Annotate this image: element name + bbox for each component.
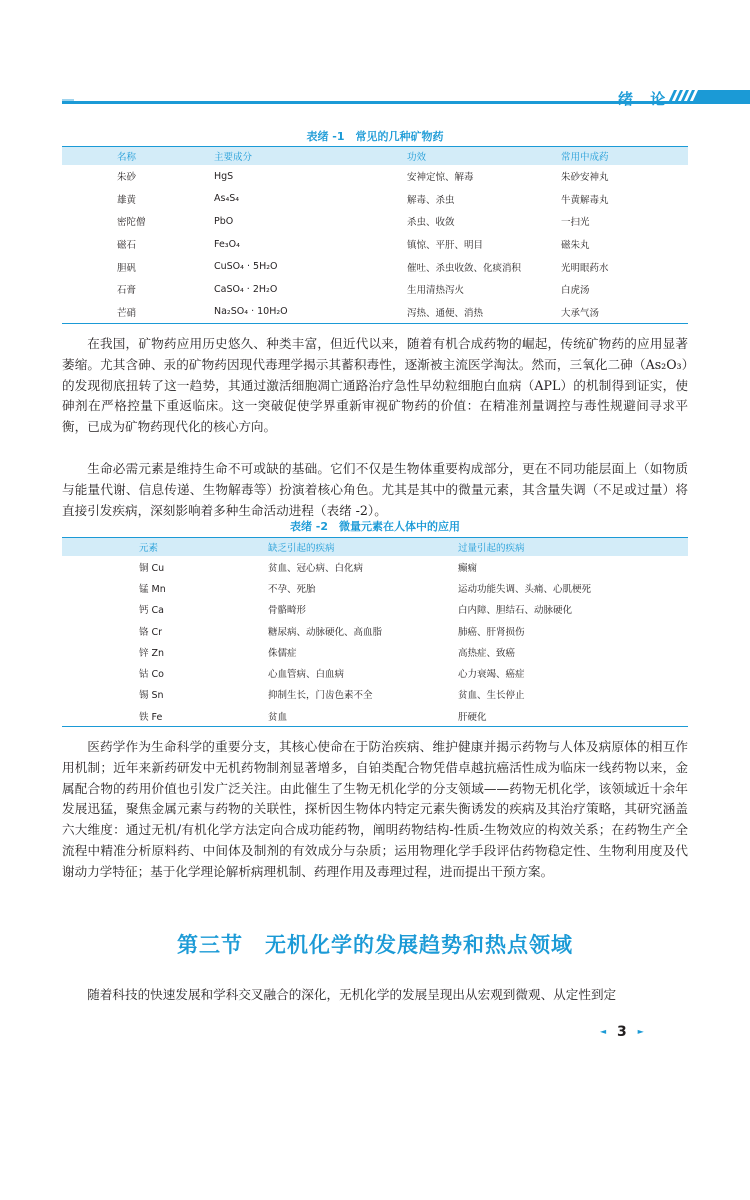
paragraph-essential-elements: 生命必需元素是维持生命不可或缺的基础。它们不仅是生物体重要构成部分，更在不同功能层面上（如物质与能量代谢、信息传递、生物解毒等）扮演着核心角色。尤其是其中的微量元素，其含量失调（不足或过量）将直接引发疾病，深刻影响着多种生命活动进程（表绪 -2）。	[62, 461, 688, 518]
table-cell-name: 密陀僧	[117, 217, 146, 229]
col-excess-header: 过量引起的疾病	[398, 538, 688, 557]
table-cell-medicine: 磁朱丸	[561, 240, 590, 252]
table-cell-formula: As₄S₄	[214, 193, 240, 205]
table-cell-effect: 杀虫、收敛	[407, 217, 455, 229]
table-cell-element: 锌 Zn	[139, 647, 165, 659]
table-cell-effect: 镇惊、平肝、明目	[407, 240, 484, 252]
table-cell-deficiency: 骨骼畸形	[268, 605, 307, 617]
table-cell-name: 石膏	[117, 285, 137, 297]
table-row	[62, 233, 688, 256]
table-row	[62, 165, 688, 188]
prev-page-arrow-icon: ◄	[600, 1027, 607, 1036]
table-cell-excess: 心力衰竭、癌症	[458, 669, 525, 681]
table-row	[62, 255, 688, 278]
table-row	[62, 188, 688, 211]
table-cell-deficiency: 贫血	[246, 705, 398, 727]
table-cell-formula: PbO	[214, 215, 234, 227]
table-cell-deficiency: 心血管病、白血病	[268, 669, 345, 681]
table-cell-element: 铁 Fe	[62, 705, 246, 727]
table-row	[62, 210, 688, 233]
table-cell-formula: Na₂SO₄ · 10H₂O	[214, 301, 367, 324]
table-cell-deficiency: 贫血、冠心病、白化病	[268, 562, 364, 574]
table-row	[62, 705, 688, 727]
table-cell-formula: Fe₃O₄	[214, 238, 240, 250]
table-cell-element: 铜 Cu	[139, 562, 165, 574]
table-cell-medicine: 光明眼药水	[561, 262, 609, 274]
col-name-header: 名称	[62, 147, 214, 166]
table-cell-medicine: 大承气汤	[537, 301, 688, 324]
table-row	[62, 662, 688, 683]
table-row	[62, 278, 688, 301]
table-cell-element: 锰 Mn	[139, 583, 166, 595]
table-cell-effect: 催吐、杀虫收敛、化痰消积	[407, 262, 522, 274]
table-cell-name: 朱砂	[117, 172, 137, 184]
table-cell-deficiency: 侏儒症	[268, 647, 297, 659]
table-cell-formula: HgS	[214, 170, 234, 182]
table-header-row	[62, 538, 688, 557]
table-row	[62, 556, 688, 577]
table-cell-excess: 肝硬化	[398, 705, 688, 727]
table-cell-deficiency: 抑制生长，门齿色素不全	[268, 690, 373, 702]
table-cell-medicine: 朱砂安神丸	[561, 172, 609, 184]
page-number: 3	[617, 1024, 627, 1040]
table-cell-effect: 解毒、杀虫	[407, 194, 455, 206]
table-cell-effect: 生用清热泻火	[407, 285, 465, 297]
table1-caption: 表绪 -1 常见的几种矿物药	[306, 130, 444, 143]
table-cell-formula: CuSO₄ · 5H₂O	[214, 261, 278, 273]
table-row	[62, 577, 688, 598]
table-row	[62, 301, 688, 324]
table-cell-name: 雄黄	[117, 194, 137, 206]
table-cell-excess: 高热症、致癌	[458, 647, 516, 659]
table-cell-excess: 贫血、生长停止	[458, 690, 525, 702]
table-cell-effect: 泻热、通便、消热	[367, 301, 537, 324]
mineral-drug-table	[62, 146, 688, 324]
table-row	[62, 620, 688, 641]
table-cell-excess: 白内障、胆结石、动脉硬化	[458, 605, 573, 617]
table-cell-medicine: 白虎汤	[561, 285, 590, 297]
page-number-area	[600, 1024, 644, 1040]
table-cell-medicine: 牛黄解毒丸	[561, 194, 609, 206]
table-cell-element: 钙 Ca	[139, 605, 164, 617]
table-cell-element: 锡 Sn	[139, 690, 164, 702]
next-page-arrow-icon: ►	[637, 1027, 644, 1036]
col-formula-header: 主要成分	[214, 147, 367, 166]
table-cell-name: 芒硝	[62, 301, 214, 324]
table-cell-deficiency: 糖尿病、动脉硬化、高血脂	[268, 626, 383, 638]
table-cell-effect: 安神定惊、解毒	[407, 172, 474, 184]
table-cell-deficiency: 不孕、死胎	[268, 583, 316, 595]
col-effect-header: 功效	[367, 147, 537, 166]
table2-caption: 表绪 -2 微量元素在人体中的应用	[289, 520, 461, 533]
table-row	[62, 599, 688, 620]
header-stripes-decoration	[664, 90, 750, 103]
table-row	[62, 684, 688, 705]
col-element-header: 元素	[62, 538, 246, 557]
table-cell-medicine: 一扫光	[561, 217, 590, 229]
paragraph-development-trends: 随着科技的快速发展和学科交叉融合的深化，无机化学的发展呈现出从宏观到微观、从定性到定	[87, 987, 617, 1002]
table-cell-name: 胆矾	[117, 262, 137, 274]
table-cell-formula: CaSO₄ · 2H₂O	[214, 283, 278, 295]
col-deficiency-header: 缺乏引起的疾病	[246, 538, 398, 557]
paragraph-pharmaceutical-chemistry: 医药学作为生命科学的重要分支，其核心使命在于防治疾病、维护健康并揭示药物与人体及病原体的相互作用机制；近年来新药研发中无机药物制剂显著增多，自铂类配合物凭借卓越抗癌活性成为临床一线药物以来，金属配合物的药用价值也引发广泛关注。由此催生了生物无机化学的分支领域——药物无机化学，该领域近十余年发展迅猛，聚焦金属元素与药物的关联性，探析因生物体内特定元素失衡诱发的疾病及其治疗策略，其研究涵盖六大维度：通过无机/有机化学方法定向合成功能药物，阐明药物结构-性质-生物效应的构效关系；在药物生产全流程中精准分析原料药、中间体及制剂的有效成分与杂质；运用物理化学手段评估药物稳定性、生物利用度及代谢动力学特征；基于化学理论解析病理机制、药理作用及毒理过程，进而提出干预方案。	[62, 739, 688, 879]
table-cell-element: 钴 Co	[139, 669, 164, 681]
table-header-row	[62, 147, 688, 166]
col-medicine-header: 常用中成药	[537, 147, 688, 166]
table-cell-excess: 运动功能失调、头痛、心肌梗死	[458, 583, 592, 595]
table-cell-name: 磁石	[117, 240, 137, 252]
table-cell-excess: 癫痫	[458, 562, 478, 574]
section-heading: 第三节 无机化学的发展趋势和热点领域	[177, 933, 573, 957]
paragraph-mineral-drugs: 在我国，矿物药应用历史悠久、种类丰富，但近代以来，随着有机合成药物的崛起，传统矿物药的应用显著萎缩。尤其含砷、汞的矿物药因现代毒理学揭示其蓄积毒性，逐渐被主流医学淘汰。然而，三氧化二砷（As₂O₃）的发现彻底扭转了这一趋势，其通过激活细胞凋亡通路治疗急性早幼粒细胞白血病（APL）的机制得到证实，使砷剂在严格控量下重返临床。这一突破促使学界重新审视矿物药的价值：在精准剂量调控与毒性规避间寻求平衡，已成为矿物药现代化的核心方向。	[62, 336, 688, 435]
table-cell-element: 铬 Cr	[139, 626, 163, 638]
table-row	[62, 641, 688, 662]
chapter-title: 绪 论	[618, 90, 672, 108]
table-cell-excess: 肺癌、肝肾损伤	[458, 626, 525, 638]
trace-element-table	[62, 537, 688, 727]
